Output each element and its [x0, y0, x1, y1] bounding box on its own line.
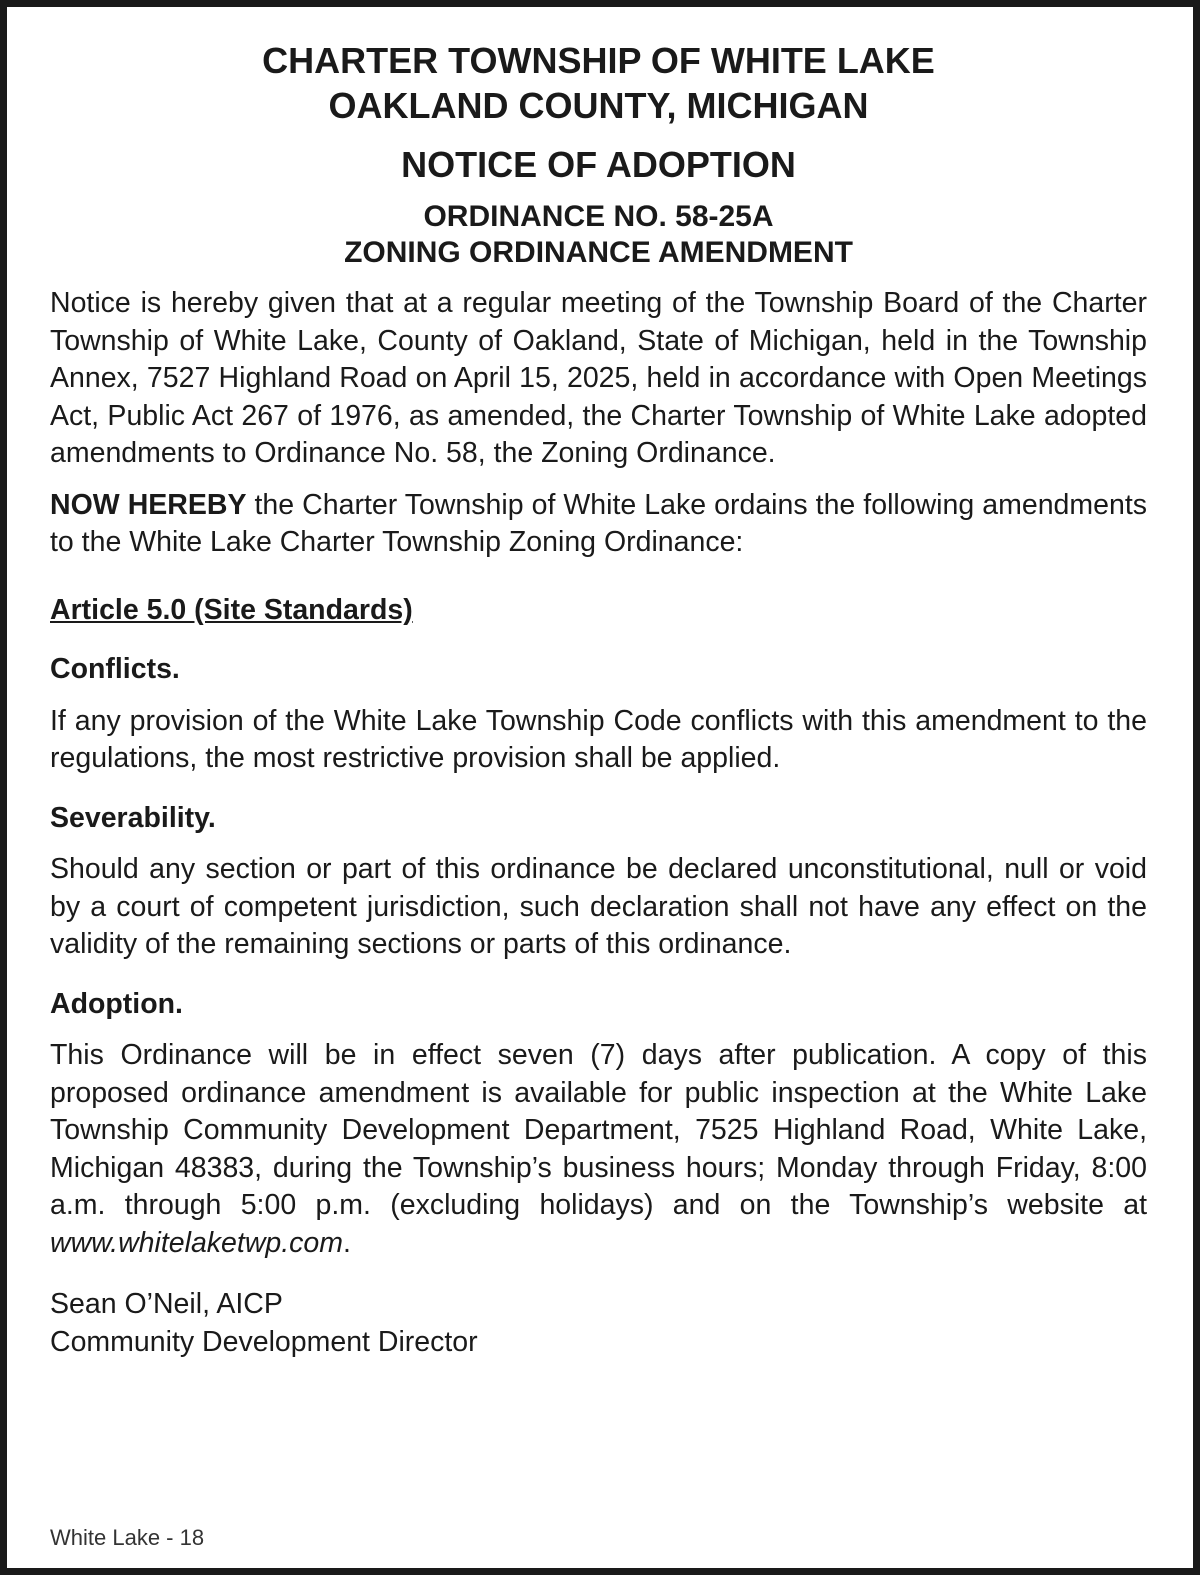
notice-title: NOTICE OF ADOPTION [401, 144, 796, 185]
township-website: www.whitelaketwp.com [50, 1226, 344, 1259]
ordains-text: the Charter Township of White Lake ordains the following amendments to the White Lake Charter Township Zoning Ordinance: [50, 488, 1147, 558]
ordinance-number: ORDINANCE NO. 58-25A [423, 200, 774, 233]
severability-heading: Severability. [50, 801, 216, 834]
ordinance-heading [50, 199, 1147, 271]
adoption-heading: Adoption. [50, 987, 183, 1020]
conflicts-body: If any provision of the White Lake Township Code conflicts with this amendment to the regulations, the most restrictive provision shall be applied. [50, 704, 1147, 774]
ordains-lead: NOW HEREBY [50, 488, 247, 521]
ordains-paragraph [50, 487, 1147, 562]
ordinance-subject: ZONING ORDINANCE AMENDMENT [344, 236, 853, 269]
severability-body: Should any section or part of this ordinance be declared unconstitutional, null or void by a court of competent jurisdiction, such declaration shall not have any effect on the validity of the remaining sections or parts of this ordinance. [50, 853, 1147, 960]
adoption-text: This Ordinance will be in effect seven (7) days after publication. A copy of this proposed ordinance amendment is available for public inspection at the White Lake Township Community Development Department, 7525 Highland Road, White Lake, Michigan 48383, during the Township’s business hours; Monday through Friday, 8:00 a.m. through 5:00 p.m. (excluding holidays) and on the Township’s website at [50, 1039, 1147, 1221]
conflicts-heading: Conflicts. [50, 653, 180, 685]
adoption-body [50, 1037, 1147, 1262]
notice-content [50, 38, 1147, 1361]
intro-paragraph: Notice is hereby given that at a regular meeting of the Township Board of the Charter Township of White Lake, County of Oakland, State of Michigan, held in the Township Annex, 7527 Highland Road on April 15, 2025, held in accordance with Open Meetings Act, Public Act 267 of 1976, as amended, the Charter Township of White Lake adopted amendments to Ordinance No. 58, the Zoning Ordinance. [50, 287, 1147, 469]
page-footer: White Lake - 18 [50, 1525, 205, 1550]
header-county: OAKLAND COUNTY, MICHIGAN [328, 85, 869, 126]
signer-title: Community Development Director [50, 1325, 478, 1358]
adoption-end: . [343, 1226, 351, 1259]
header-township: CHARTER TOWNSHIP OF WHITE LAKE [262, 40, 935, 81]
signer-name: Sean O’Neil, AICP [50, 1288, 283, 1320]
article-title: Article 5.0 (Site Standards) [50, 593, 413, 626]
signature-block [50, 1286, 1147, 1361]
